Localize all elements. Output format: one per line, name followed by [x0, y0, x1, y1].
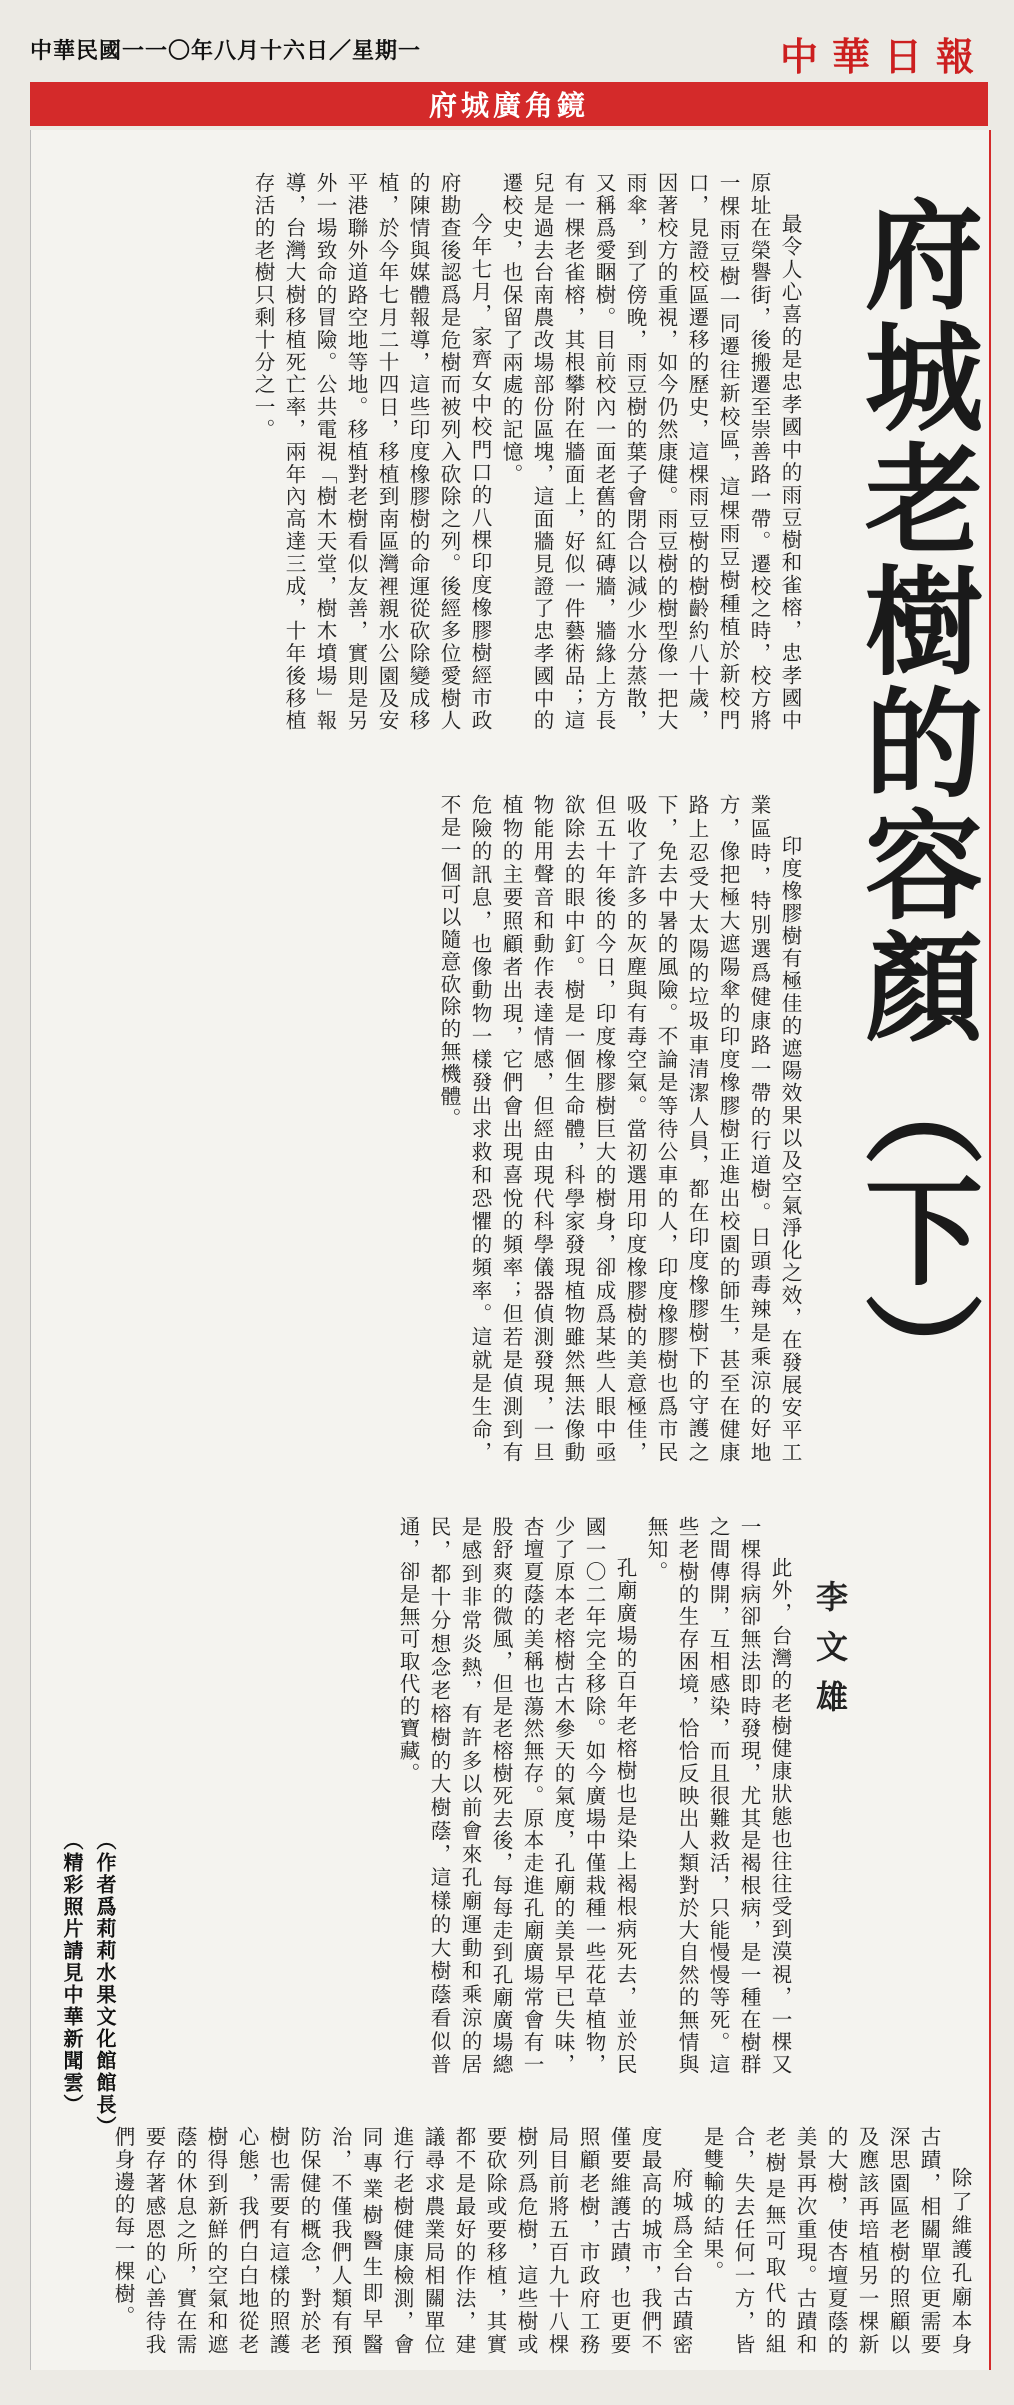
paragraph: 此外，台灣的老樹健康狀態也往往受到漠視，一棵又一棵得病卻無法即時發現，尤其是褐根病，是一種在樹群之間傳開，互相感染，而且很難救活，只能慢慢等死。這些老樹的生存困境，恰恰反映出人類對於大自然的無情與無知。 — [644, 1516, 792, 2076]
article-body-lower — [45, 1516, 795, 2076]
paragraph: 除了維護孔廟本身古蹟，相關單位更需要深思園區老樹的照顧以及應該再培植另一棵新的大樹，使杏壇夏蔭的美景再次重現。古蹟和老樹是無可取代的組合，失去任何一方，皆是雙輸的結果。 — [700, 2126, 972, 2356]
column-banner — [30, 82, 988, 126]
article-byline: 李文雄 — [811, 1580, 849, 1730]
article — [30, 130, 991, 2370]
article-body-upper — [45, 172, 805, 732]
article-body-middle — [45, 794, 805, 1464]
paragraph: 今年七月，家齊女中校門口的八棵印度橡膠樹經市政府勘查後認爲是危樹而被列入砍除之列。後經多位愛樹人的陳情與媒體報導，這些印度橡膠樹的命運從砍除變成移植，於今年七月二十四日，移植到南區灣裡親水公園及安平港聯外道路空地等地。移植對老樹看似友善，實則是另外一場致命的冒險。公共電視「樹木天堂，樹木墳場」報導，台灣大樹移植死亡率，兩年內高達三成，十年後移植存活的老樹只剩十分之一。 — [251, 172, 492, 732]
author-credit: （作者爲莉莉水果文化館館長） — [93, 1830, 117, 2138]
column-title: 府城廣角鏡 — [428, 89, 589, 122]
paragraph: 孔廟廣場的百年老榕樹也是染上褐根病死去，並於民國一〇二年完全移除。如今廣場中僅栽種一些花草植物，少了原本老榕樹古木參天的氣度，孔廟的美景早已失味，杏壇夏蔭的美稱也蕩然無存。原本走進孔廟廣場常會有一股舒爽的微風，但是老榕樹死去後，每每走到孔廟廣場總是感到非常炎熱，有許多以前會來孔廟運動和乘涼的居民，都十分想念老榕樹的大樹蔭，這樣的大樹蔭看似普通，卻是無可取代的寶藏。 — [396, 1516, 637, 2076]
masthead — [30, 26, 988, 79]
newspaper-name: 中華日報 — [779, 34, 988, 79]
paragraph: 印度橡膠樹有極佳的遮陽效果以及空氣淨化之效，在發展安平工業區時，特別選爲健康路一帶的行道樹。日頭毒辣是乘涼的好地方，像把極大遮陽傘的印度橡膠樹正進出校園的師生，甚至在健康路上忍受大太陽的垃圾車清潔人員，都在印度橡膠樹下的守護之下，免去中暑的風險。不論是等待公車的人，印度橡膠樹也爲市民吸收了許多的灰塵與有毒空氣。當初選用印度橡膠樹的美意極佳，但五十年後的今日，印度橡膠樹巨大的樹身，卻成爲某些人眼中亟欲除去的眼中釘。樹是一個生命體，科學家發現植物雖然無法像動物能用聲音和動作表達情感，但經由現代科學儀器偵測發現，一旦植物的主要照顧者出現，它們會出現喜悅的頻率；但若是偵測到有危險的訊息，也像動物一樣發出求救和恐懼的頻率。這就是生命，不是一個可以隨意砍除的無機體。 — [437, 794, 802, 1464]
paragraph: 最令人心喜的是忠孝國中的雨豆樹和雀榕，忠孝國中原址在榮譽街，後搬遷至崇善路一帶。遷校之時，校方將一棵雨豆樹一同遷往新校區，這棵雨豆樹種植於新校門口，見證校區遷移的歷史，這棵雨豆樹的樹齡約八十歲，因著校方的重視，如今仍然康健。雨豆樹的樹型像一把大雨傘，到了傍晚，雨豆樹的葉子會閉合以減少水分蒸散，又稱爲愛睏樹。目前校內一面老舊的紅磚牆，牆緣上方長有一棵老雀榕，其根攀附在牆面上，好似一件藝術品；這兒是過去台南農改場部份區塊，這面牆見證了忠孝國中的遷校史，也保留了兩處的記憶。 — [499, 172, 802, 732]
article-credits — [55, 1830, 121, 2330]
photo-credit: （精彩照片請見中華新聞雲） — [60, 1830, 84, 2116]
article-headline: 府城老樹的容顏（下） — [845, 194, 984, 1414]
article-body-bottom — [45, 2126, 975, 2356]
issue-date: 中華民國一一〇年八月十六日／星期一 — [30, 39, 422, 64]
paragraph: 府城爲全台古蹟密度最高的城市，我們不僅要維護古蹟，也更要照顧老樹，市政府工務局目前將五百九十八棵樹列爲危樹，這些樹或要砍除或要移植，其實都不是最好的作法，建議尋求農業局相關單位進行老樹健康檢測，會同專業樹醫生即早醫治，不僅我們人類有預防保健的概念，對於老樹也需要有這樣的照護心態，我們白白地從老樹得到新鮮的空氣和遮蔭的休息之所，實在需要存著感恩的心善待我們身邊的每一棵樹。 — [111, 2126, 693, 2356]
